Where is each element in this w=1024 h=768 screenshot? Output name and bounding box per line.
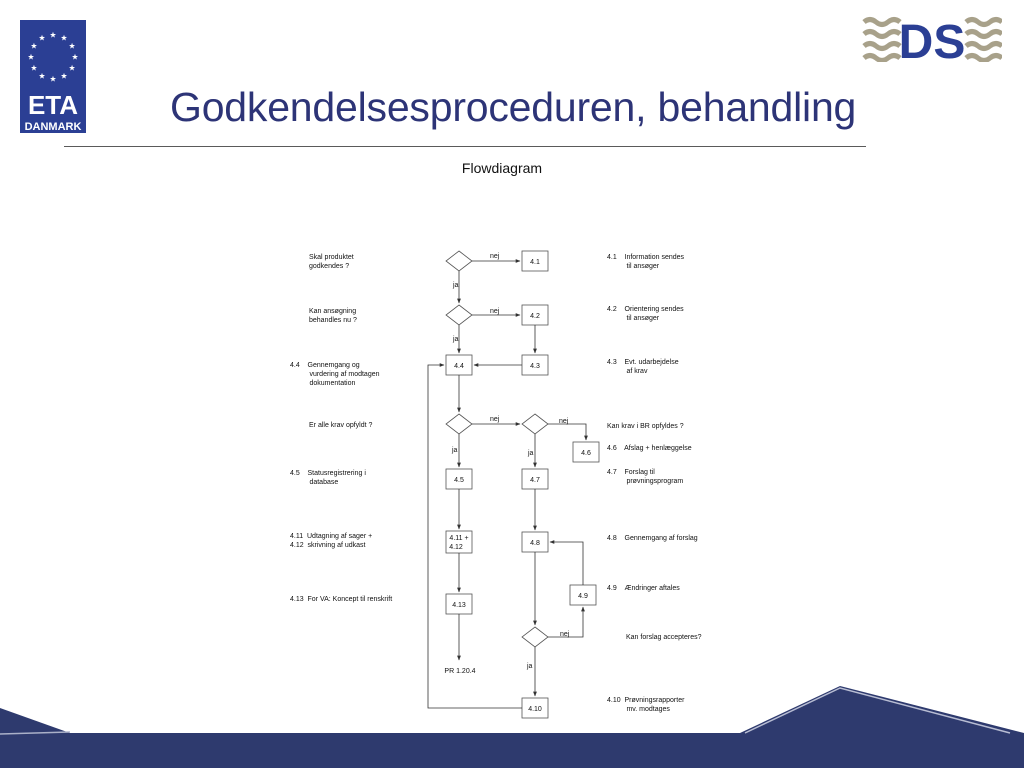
box-label: 4.1 bbox=[530, 259, 540, 266]
edge-label-ja: ja bbox=[527, 663, 533, 670]
step-text: 4.7 Forslag til prøvningsprogram bbox=[607, 469, 684, 485]
question-text: Kan krav i BR opfyldes ? bbox=[607, 423, 684, 430]
box-label: 4.2 bbox=[530, 313, 540, 320]
step-text: 4.3 Evt. udarbejdelse af krav bbox=[607, 359, 679, 375]
edge-label-nej: nej bbox=[559, 418, 569, 425]
box-label: 4.11 + bbox=[449, 535, 469, 542]
step-text: 4.13 For VA: Koncept til renskrift bbox=[290, 596, 393, 603]
step-text: 4.8 Gennemgang af forslag bbox=[607, 535, 698, 542]
box-label: 4.10 bbox=[528, 706, 542, 713]
box-label: 4.5 bbox=[454, 477, 464, 484]
step-text: 4.11 Udtagning af sager + 4.12 skrivning af udkast bbox=[290, 533, 373, 549]
flow-arrow bbox=[548, 424, 586, 440]
step-text: 4.4 Gennemgang og vurdering af modtagen dokumentation bbox=[290, 362, 380, 387]
decision-diamond bbox=[446, 305, 472, 325]
edge-label-ja: ja bbox=[453, 336, 459, 343]
step-text: 4.6 Afslag + henlæggelse bbox=[607, 445, 692, 452]
flow-arrow bbox=[550, 542, 583, 585]
question-text: Er alle krav opfyldt ? bbox=[309, 422, 373, 429]
box-label: 4.6 bbox=[581, 450, 591, 457]
question-text: Skal produktet godkendes ? bbox=[309, 254, 354, 270]
decision-diamond bbox=[522, 414, 548, 434]
step-text: 4.5 Statusregistrering i database bbox=[290, 470, 366, 486]
step-text: 4.1 Information sendes til ansøger bbox=[607, 254, 685, 270]
step-text: 4.2 Orientering sendes til ansøger bbox=[607, 306, 684, 322]
flow-arrow bbox=[428, 365, 522, 708]
box-label: 4.9 bbox=[578, 593, 588, 600]
decision-diamond bbox=[522, 627, 548, 647]
box-label: 4.3 bbox=[530, 363, 540, 370]
decision-diamond bbox=[446, 414, 472, 434]
edge-label-nej: nej bbox=[490, 308, 500, 315]
box-label: 4.12 bbox=[449, 544, 463, 551]
step-text: 4.9 Ændringer aftales bbox=[607, 585, 680, 592]
edge-label-nej: nej bbox=[490, 416, 500, 423]
diagram-title: Flowdiagram bbox=[461, 160, 543, 176]
edge-label-ja: ja bbox=[528, 450, 534, 457]
step-text: 4.10 Prøvningsrapporter mv. modtages bbox=[607, 697, 685, 713]
edge-label-ja: ja bbox=[453, 282, 459, 289]
end-label: PR 1.20.4 bbox=[444, 668, 476, 675]
question-text: Kan ansøgning behandles nu ? bbox=[309, 308, 357, 324]
box-label: 4.13 bbox=[452, 602, 466, 609]
page-title: Godkendelsesproceduren, behandling bbox=[170, 84, 857, 130]
box-label: 4.4 bbox=[454, 363, 464, 370]
edge-label-ja: ja bbox=[452, 447, 458, 454]
edge-label-nej: nej bbox=[490, 253, 500, 260]
footer-band bbox=[0, 682, 1024, 768]
ds-logo-text: DS bbox=[898, 16, 966, 62]
eta-logo-subtext: DANMARK bbox=[24, 121, 82, 133]
edge-label-nej: nej bbox=[560, 631, 570, 638]
eta-logo-text: ETA bbox=[27, 90, 79, 120]
box-label: 4.7 bbox=[530, 477, 540, 484]
question-text: Kan forslag accepteres? bbox=[626, 634, 702, 641]
box-label: 4.8 bbox=[530, 540, 540, 547]
decision-diamond bbox=[446, 251, 472, 271]
